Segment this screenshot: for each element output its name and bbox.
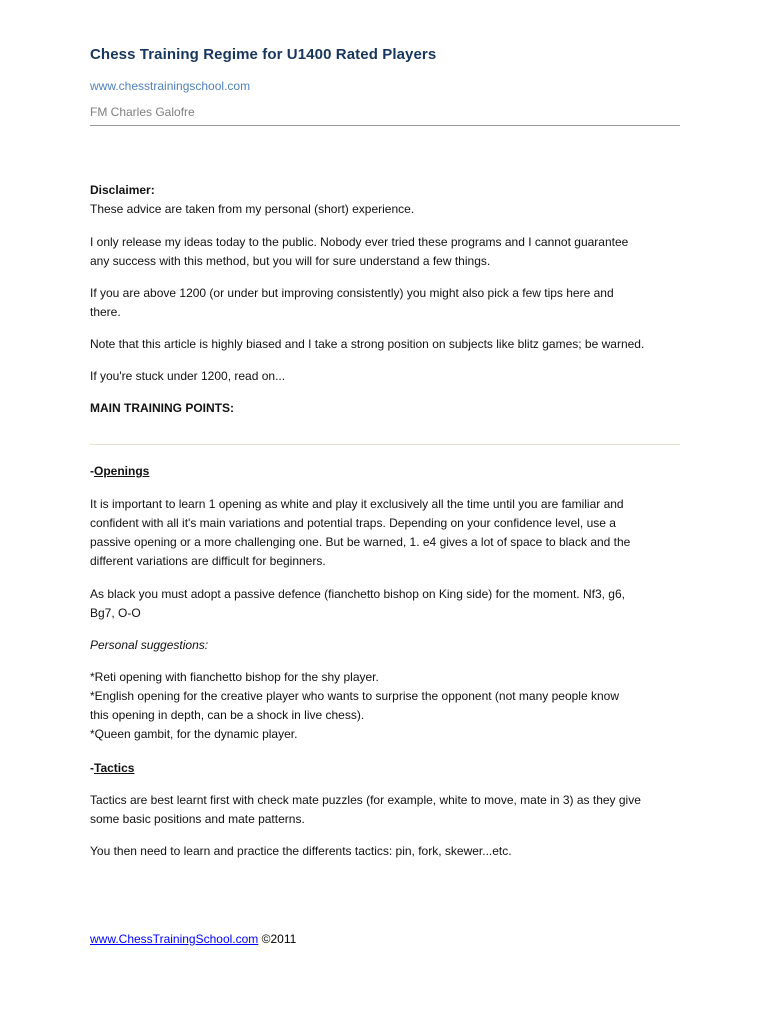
tactics-p1-line: Tactics are best learnt first with check mate puzzles (for example, white to move, mate in 3) as they give xyxy=(90,793,641,807)
intro-p1-line: I only release my ideas today to the public. Nobody ever tried these programs and I cannot guarantee xyxy=(90,235,629,249)
footer-site-link[interactable]: www.ChessTrainingSchool.com xyxy=(90,932,259,946)
openings-p1-line: passive opening or a more challenging one. But be warned, 1. e4 gives a lot of space to black and the xyxy=(90,535,631,549)
intro-p2-line: there. xyxy=(90,305,121,319)
intro-paragraph-4: If you're stuck under 1200, read on... xyxy=(90,369,286,383)
openings-heading-text: Openings xyxy=(94,464,150,478)
intro-p2-line: If you are above 1200 (or under but improving consistently) you might also pick a few tips here and xyxy=(90,286,614,300)
openings-heading xyxy=(90,462,680,481)
openings-p1-line: different variations are difficult for beginners. xyxy=(90,554,326,568)
intro-p1-line: any success with this method, but you will for sure understand a few things. xyxy=(90,254,491,268)
tactics-p1-line: some basic positions and mate patterns. xyxy=(90,812,305,826)
openings-p2-line: Bg7, O-O xyxy=(90,606,141,620)
personal-suggestions-label: Personal suggestions: xyxy=(90,638,209,652)
page-footer xyxy=(90,932,296,946)
intro-paragraph-1 xyxy=(90,233,680,271)
suggestion-item: *Queen gambit, for the dynamic player. xyxy=(90,727,298,741)
openings-paragraph-1 xyxy=(90,495,680,571)
openings-p1-line: It is important to learn 1 opening as white and play it exclusively all the time until you are familiar and xyxy=(90,497,624,511)
main-training-points-heading: MAIN TRAINING POINTS: xyxy=(90,401,234,415)
section-divider xyxy=(90,444,680,445)
tactics-heading-text: Tactics xyxy=(94,761,135,775)
suggestion-item: *Reti opening with fianchetto bishop for the shy player. xyxy=(90,670,379,684)
tactics-heading xyxy=(90,759,680,778)
openings-paragraph-2 xyxy=(90,585,680,623)
document-page xyxy=(90,0,680,1024)
disclaimer-block xyxy=(90,181,680,219)
disclaimer-label: Disclaimer: xyxy=(90,183,155,197)
footer-copyright: ©2011 xyxy=(258,932,297,946)
tactics-paragraph-2: You then need to learn and practice the differents tactics: pin, fork, skewer...etc. xyxy=(90,844,512,858)
tactics-paragraph-1 xyxy=(90,791,680,829)
suggestions-list xyxy=(90,668,680,744)
openings-p1-line: confident with all it's main variations and potential traps. Depending on your confidence level, use a xyxy=(90,516,616,530)
author-name: FM Charles Galofre xyxy=(90,105,195,119)
tactics-dash: - xyxy=(90,761,94,775)
intro-paragraph-3: Note that this article is highly biased and I take a strong position on subjects like blitz games; be warned. xyxy=(90,337,645,351)
openings-dash: - xyxy=(90,464,94,478)
openings-p2-line: As black you must adopt a passive defence (fianchetto bishop on King side) for the moment. Nf3, g6, xyxy=(90,587,625,601)
document-title: Chess Training Regime for U1400 Rated Players xyxy=(90,46,437,63)
intro-paragraph-2 xyxy=(90,284,680,322)
header-site-link[interactable]: www.chesstrainingschool.com xyxy=(90,79,251,93)
suggestion-item: *English opening for the creative player who wants to surprise the opponent (not many people know xyxy=(90,689,619,703)
suggestion-item: this opening in depth, can be a shock in live chess). xyxy=(90,708,365,722)
header-divider xyxy=(90,125,680,126)
disclaimer-text: These advice are taken from my personal (short) experience. xyxy=(90,202,415,216)
